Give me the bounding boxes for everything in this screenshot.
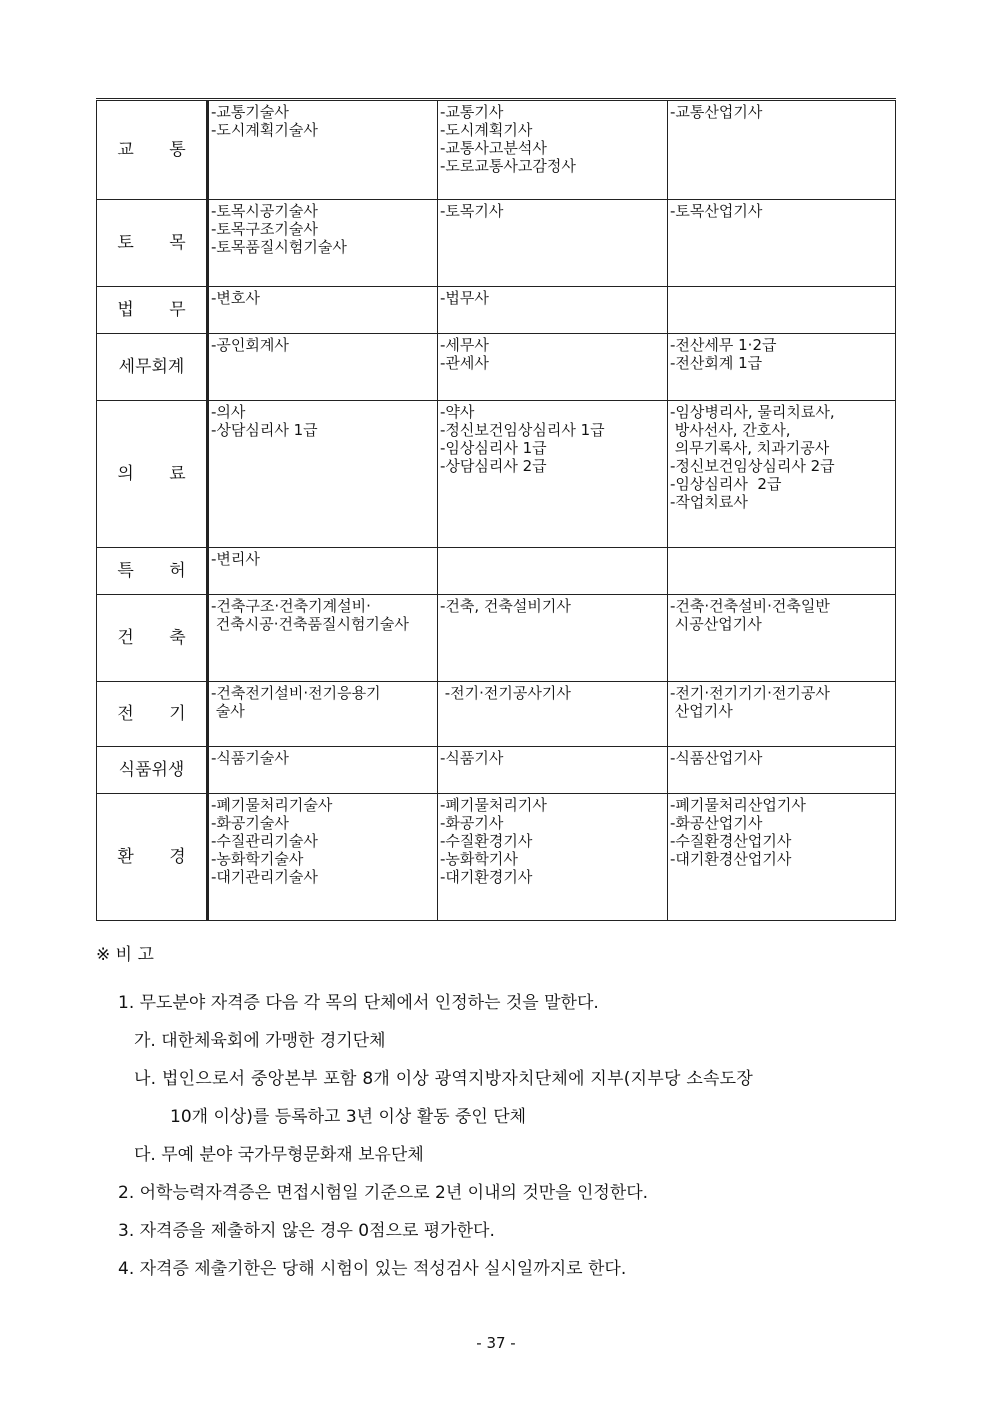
ind-cell	[668, 794, 896, 921]
qualification-item: -상담심리사 1급	[211, 421, 318, 439]
eng-cell	[438, 287, 668, 334]
note-line: 2. 어학능력자격증은 면접시험일 기준으로 2년 이내의 것만을 인정한다.	[118, 1183, 649, 1203]
ind-cell	[668, 287, 896, 334]
qualification-item: -도시계획기사	[440, 121, 533, 139]
qualification-item: -교통기사	[440, 103, 504, 121]
qualification-item: -건축·건축설비·건축일반	[670, 597, 830, 615]
qualification-item: -작업치료사	[670, 493, 748, 511]
qualification-item: -약사	[440, 403, 475, 421]
field-label: 법 무	[117, 300, 186, 320]
eng-cell	[438, 548, 668, 595]
qualification-item: -관세사	[440, 354, 489, 372]
qualification-item: -토목산업기사	[670, 202, 763, 220]
tech-cell	[208, 401, 438, 548]
qualification-item: 술사	[211, 702, 245, 720]
field-cell	[97, 334, 208, 401]
qualification-item: -도시계획기술사	[211, 121, 318, 139]
tech-cell	[208, 334, 438, 401]
tech-cell	[208, 794, 438, 921]
qualification-item: -화공기술사	[211, 814, 289, 832]
qualification-item: -정신보건임상심리사 1급	[440, 421, 605, 439]
qualification-item: -대기환경기사	[440, 868, 533, 886]
field-cell	[97, 200, 208, 287]
qualification-item: -폐기물처리기술사	[211, 796, 333, 814]
ind-cell	[668, 595, 896, 682]
field-label: 교 통	[117, 140, 186, 160]
qualification-table	[96, 98, 896, 921]
field-label: 식품위생	[118, 760, 185, 780]
tech-cell	[208, 200, 438, 287]
qualification-item: -토목기사	[440, 202, 504, 220]
qualification-item: -건축, 건축설비기사	[440, 597, 571, 615]
note-line: 3. 자격증을 제출하지 않은 경우 0점으로 평가한다.	[118, 1221, 495, 1241]
ind-cell	[668, 682, 896, 747]
ind-cell	[668, 747, 896, 794]
field-label: 토 목	[117, 233, 186, 253]
table-row	[97, 595, 896, 682]
qualification-item: 방사선사, 간호사,	[670, 421, 791, 439]
qualification-item: -식품기사	[440, 749, 504, 767]
qualification-item: -전기·전기공사기사	[440, 684, 571, 702]
qualification-item: -대기관리기술사	[211, 868, 318, 886]
eng-cell	[438, 595, 668, 682]
field-label: 의 료	[117, 464, 186, 484]
qualification-item: -전기·전기기기·전기공사	[670, 684, 830, 702]
tech-cell	[208, 287, 438, 334]
qualification-item: -변호사	[211, 289, 260, 307]
qualification-item: -상담심리사 2급	[440, 457, 547, 475]
table-row	[97, 794, 896, 921]
table-row	[97, 200, 896, 287]
eng-cell	[438, 200, 668, 287]
qualification-item: -화공기사	[440, 814, 504, 832]
note-line: 나. 법인으로서 중앙본부 포함 8개 이상 광역지방자치단체에 지부(지부당 소속도장	[134, 1069, 754, 1089]
qualification-item: -건축전기설비·전기응용기	[211, 684, 381, 702]
tech-cell	[208, 682, 438, 747]
table-row	[97, 401, 896, 548]
note-line: 4. 자격증 제출기한은 당해 시험이 있는 적성검사 실시일까지로 한다.	[118, 1259, 627, 1279]
qualification-item: -식품기술사	[211, 749, 289, 767]
field-label: 환 경	[117, 847, 186, 867]
qualification-item: -정신보건임상심리사 2급	[670, 457, 835, 475]
qualification-item: -대기환경산업기사	[670, 850, 792, 868]
eng-cell	[438, 401, 668, 548]
note-line: 1. 무도분야 자격증 다음 각 목의 단체에서 인정하는 것을 말한다.	[118, 993, 599, 1013]
field-cell	[97, 401, 208, 548]
qualification-item: 시공산업기사	[670, 615, 762, 633]
qualification-item: -임상심리사 2급	[670, 475, 782, 493]
field-cell	[97, 682, 208, 747]
ind-cell	[668, 334, 896, 401]
qualification-item: -임상병리사, 물리치료사,	[670, 403, 835, 421]
qualification-item: -폐기물처리산업기사	[670, 796, 806, 814]
tech-cell	[208, 548, 438, 595]
qualification-item: -임상심리사 1급	[440, 439, 547, 457]
qualification-item: 건축시공·건축품질시험기술사	[211, 615, 409, 633]
qualification-item: -전산세무 1·2급	[670, 336, 777, 354]
qualification-item: -농화학기술사	[211, 850, 304, 868]
qualification-item: -공인회계사	[211, 336, 289, 354]
notes-heading: ※ 비 고	[96, 945, 154, 965]
field-cell	[97, 548, 208, 595]
field-label: 세무회계	[118, 357, 185, 377]
qualification-item: -교통기술사	[211, 103, 289, 121]
qualification-item: -세무사	[440, 336, 489, 354]
qualification-item: -교통산업기사	[670, 103, 763, 121]
qualification-item: -교통사고분석사	[440, 139, 547, 157]
qualification-item: -법무사	[440, 289, 489, 307]
table-row	[97, 100, 896, 200]
field-cell	[97, 747, 208, 794]
qualification-item: 의무기록사, 치과기공사	[670, 439, 830, 457]
qualification-item: -도로교통사고감정사	[440, 157, 576, 175]
qualification-item: -수질환경기사	[440, 832, 533, 850]
note-line: 10개 이상)를 등록하고 3년 이상 활동 중인 단체	[170, 1107, 527, 1127]
eng-cell	[438, 100, 668, 200]
field-cell	[97, 794, 208, 921]
tech-cell	[208, 595, 438, 682]
table-row	[97, 747, 896, 794]
qualification-item: -의사	[211, 403, 246, 421]
qualification-item: -토목시공기술사	[211, 202, 318, 220]
qualification-item: -수질환경산업기사	[670, 832, 792, 850]
qualification-item: -변리사	[211, 550, 260, 568]
ind-cell	[668, 100, 896, 200]
eng-cell	[438, 682, 668, 747]
qualification-item: -식품산업기사	[670, 749, 763, 767]
qualification-item: -토목품질시험기술사	[211, 238, 347, 256]
note-line: 다. 무예 분야 국가무형문화재 보유단체	[134, 1145, 424, 1165]
tech-cell	[208, 747, 438, 794]
field-cell	[97, 100, 208, 200]
field-label: 전 기	[117, 704, 186, 724]
field-cell	[97, 287, 208, 334]
ind-cell	[668, 548, 896, 595]
qualification-item: 산업기사	[670, 702, 733, 720]
note-line: 가. 대한체육회에 가맹한 경기단체	[134, 1031, 386, 1051]
qualification-item: -폐기물처리기사	[440, 796, 547, 814]
table-row	[97, 548, 896, 595]
qualification-item: -토목구조기술사	[211, 220, 318, 238]
qualification-item: -화공산업기사	[670, 814, 763, 832]
table-row	[97, 287, 896, 334]
qualification-item: -수질관리기술사	[211, 832, 318, 850]
tech-cell	[208, 100, 438, 200]
qualification-item: -건축구조·건축기계설비·	[211, 597, 371, 615]
ind-cell	[668, 200, 896, 287]
table-row	[97, 682, 896, 747]
field-label: 특 허	[117, 561, 186, 581]
ind-cell	[668, 401, 896, 548]
eng-cell	[438, 794, 668, 921]
eng-cell	[438, 334, 668, 401]
eng-cell	[438, 747, 668, 794]
qualification-item: -농화학기사	[440, 850, 518, 868]
table-row	[97, 334, 896, 401]
field-label: 건 축	[117, 628, 186, 648]
field-cell	[97, 595, 208, 682]
page-number: - 37 -	[476, 1334, 516, 1352]
qualification-item: -전산회계 1급	[670, 354, 763, 372]
